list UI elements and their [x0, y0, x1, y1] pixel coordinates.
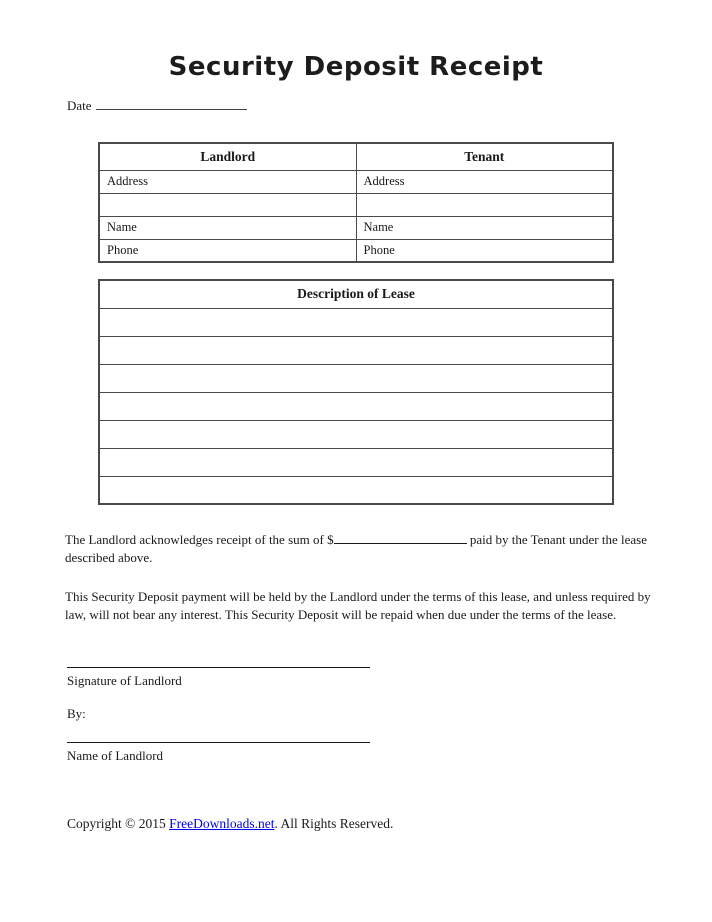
tenant-column-header: Tenant: [356, 143, 613, 170]
landlord-name-cell: Name: [99, 216, 356, 239]
terms-paragraph: This Security Deposit payment will be held by the Landlord under the terms of this lease, and unless required by law, will not bear any interest. This Security Deposit will be repaid when due under the terms of the lease.: [65, 589, 651, 622]
signature-line: [67, 667, 370, 668]
landlord-address-blank-cell: [99, 193, 356, 216]
lease-description-cell: [99, 336, 613, 364]
lease-description-cell: [99, 448, 613, 476]
lease-description-table: [98, 279, 614, 505]
table-row: [99, 170, 613, 193]
name-line: [67, 742, 370, 743]
parties-table: [98, 142, 614, 263]
lease-description-header: Description of Lease: [99, 280, 613, 308]
parties-header-row: [99, 143, 613, 170]
date-label: Date: [67, 98, 92, 113]
table-row: [99, 364, 613, 392]
lease-description-cell: [99, 476, 613, 504]
copyright-footer: [67, 816, 712, 832]
by-label: By:: [67, 706, 86, 721]
table-row: [99, 216, 613, 239]
date-blank-line: [96, 98, 247, 110]
tenant-phone-cell: Phone: [356, 239, 613, 262]
table-row: [99, 420, 613, 448]
freedownloads-link[interactable]: FreeDownloads.net: [169, 816, 275, 831]
table-row: [99, 448, 613, 476]
landlord-column-header: Landlord: [99, 143, 356, 170]
signature-of-landlord-label: Signature of Landlord: [67, 673, 182, 688]
table-row: [99, 193, 613, 216]
table-row: [99, 239, 613, 262]
copyright-suffix: . All Rights Reserved.: [274, 816, 394, 831]
tenant-name-cell: Name: [356, 216, 613, 239]
lease-description-cell: [99, 308, 613, 336]
copyright-prefix: Copyright © 2015: [67, 816, 170, 831]
tenant-address-blank-cell: [356, 193, 613, 216]
table-row: [99, 392, 613, 420]
lease-description-cell: [99, 364, 613, 392]
sum-blank-line: [334, 533, 467, 544]
document-title: Security Deposit Receipt: [168, 52, 544, 82]
receipt-text-before-blank: The Landlord acknowledges receipt of the sum of $: [65, 532, 334, 547]
tenant-address-cell: Address: [356, 170, 613, 193]
lease-description-cell: [99, 392, 613, 420]
name-of-landlord-label: Name of Landlord: [67, 748, 164, 763]
landlord-phone-cell: Phone: [99, 239, 356, 262]
table-row: [99, 308, 613, 336]
table-row: [99, 476, 613, 504]
date-row: [67, 98, 712, 114]
lease-header-row: [99, 280, 613, 308]
landlord-address-cell: Address: [99, 170, 356, 193]
receipt-text-after-blank: paid by the Tenant under the lease described above.: [65, 532, 648, 565]
table-row: [99, 336, 613, 364]
lease-description-cell: [99, 420, 613, 448]
receipt-acknowledgement-paragraph: [65, 531, 653, 566]
